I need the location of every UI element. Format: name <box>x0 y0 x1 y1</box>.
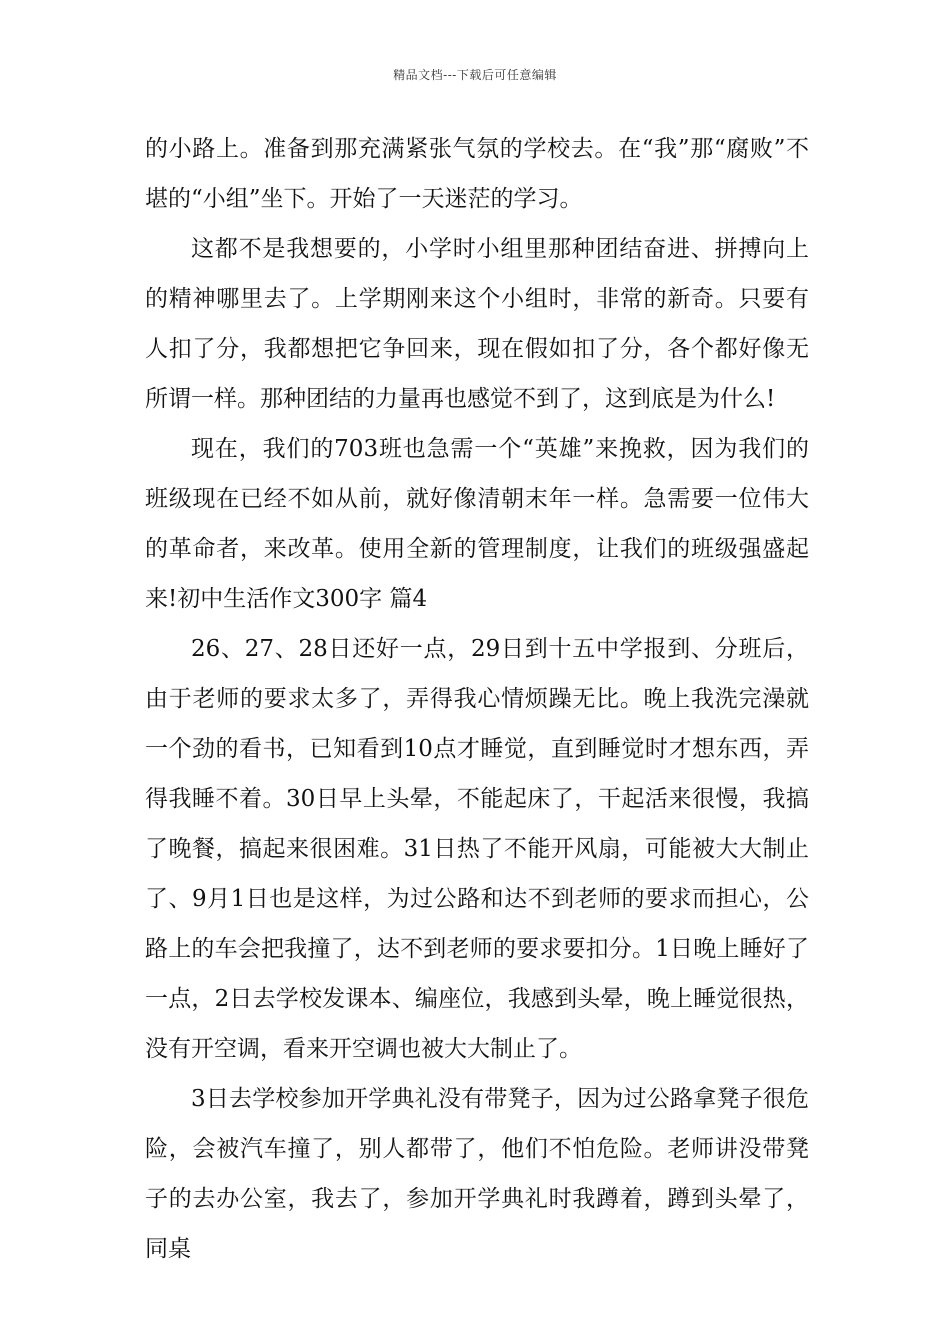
paragraph-2: 这都不是我想要的，小学时小组里那种团结奋进、拼搏向上的精神哪里去了。上学期刚来这个小组时，非常的新奇。只要有人扣了分，我都想把它争回来，现在假如扣了分，各个都好像无所谓一样。那种团结的力量再也感觉不到了，这到底是为什么! <box>145 236 809 412</box>
paragraph-3: 现在，我们的703班也急需一个“英雄”来挽救，因为我们的班级现在已经不如从前，就好像清朝末年一样。急需要一位伟大的革命者，来改革。使用全新的管理制度，让我们的班级强盛起来!初中生活作文300字 篇4 <box>145 436 809 612</box>
document-body <box>145 124 809 1274</box>
paragraph-4: 26、27、28日还好一点，29日到十五中学报到、分班后，由于老师的要求太多了，弄得我心情烦躁无比。晚上我洗完澡就一个劲的看书，已知看到10点才睡觉，直到睡觉时才想东西，弄得我睡不着。30日早上头晕，不能起床了，干起活来很慢，我搞了晚餐，搞起来很困难。31日热了不能开风扇，可能被大大制止了、9月1日也是这样，为过公路和达不到老师的要求而担心，公路上的车会把我撞了，达不到老师的要求要扣分。1日晚上睡好了一点，2日去学校发课本、编座位，我感到头晕，晚上睡觉很热，没有开空调，看来开空调也被大大制止了。 <box>145 636 809 1062</box>
paragraph-5: 3日去学校参加开学典礼没有带凳子，因为过公路拿凳子很危险，会被汽车撞了，别人都带了，他们不怕危险。老师讲没带凳子的去办公室，我去了，参加开学典礼时我蹲着，蹲到头晕了，同桌 <box>145 1086 809 1262</box>
paragraph-1: 的小路上。准备到那充满紧张气氛的学校去。在“我”那“腐败”不堪的“小组”坐下。开始了一天迷茫的学习。 <box>145 136 809 212</box>
page-header: 精品文档---下载后可任意编辑 <box>393 68 557 82</box>
